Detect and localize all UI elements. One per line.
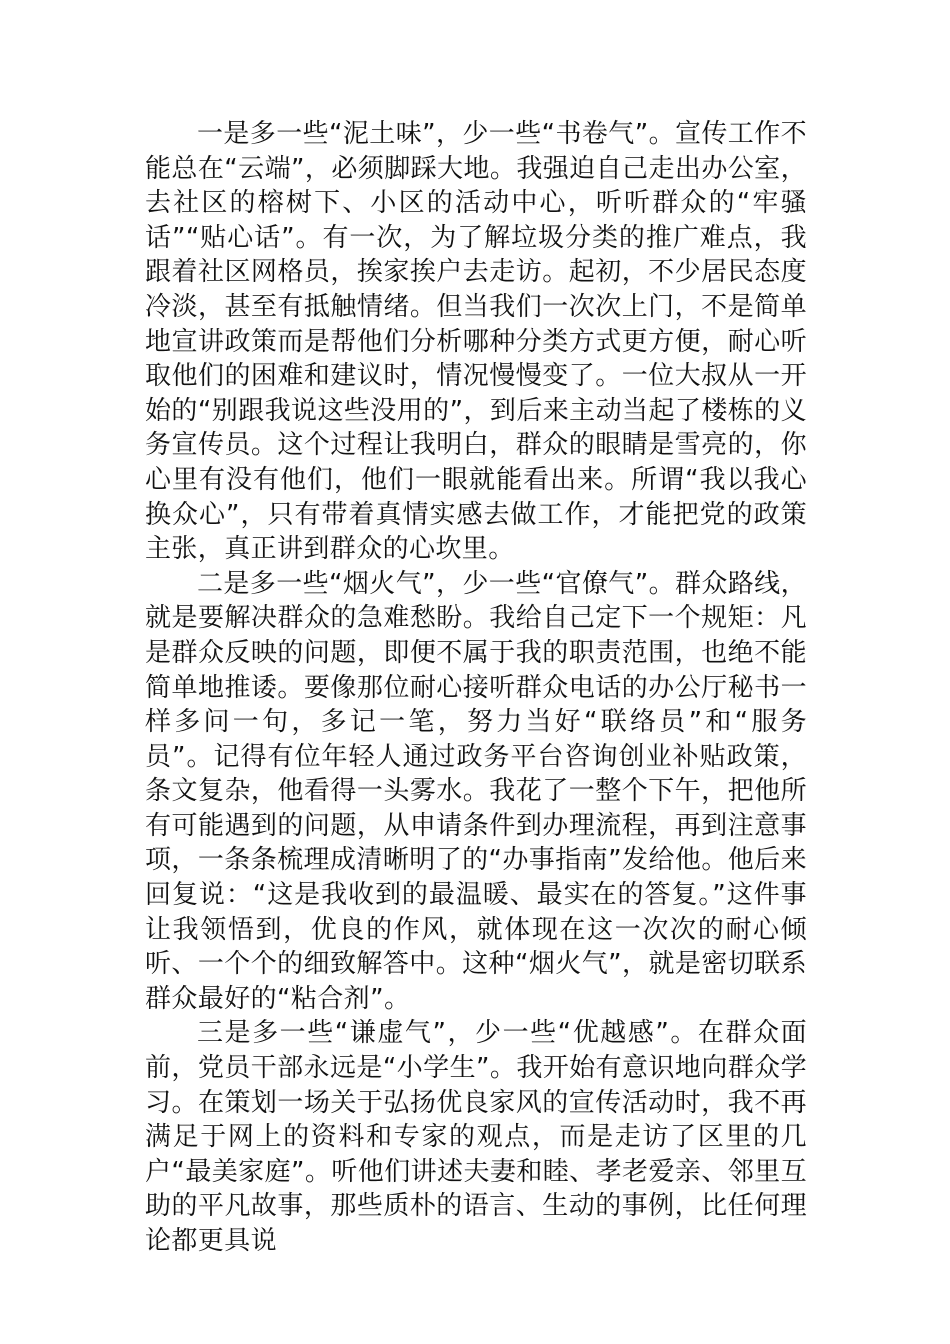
paragraph-3: 三是多一些“谦虚气”，少一些“优越感”。在群众面前，党员干部永远是“小学生”。我开始有意识地向群众学习。在策划一场关于弘扬优良家风的宣传活动时，我不再满足于网上的资料和专家的观点，而是走访了区里的几户“最美家庭”。听他们讲述夫妻和睦、孝老爱亲、邻里互助的平凡故事，那些质朴的语言、生动的事例，比任何理论都更具说 [145, 1018, 807, 1256]
paragraph-2: 二是多一些“烟火气”，少一些“官僚气”。群众路线，就是要解决群众的急难愁盼。我给自己定下一个规矩：凡是群众反映的问题，即便不属于我的职责范围，也绝不能简单地推诿。要像那位耐心接听群众电话的办公厅秘书一样多问一句，多记一笔，努力当好“联络员”和“服务员”。记得有位年轻人通过政务平台咨询创业补贴政策，条文复杂，他看得一头雾水。我花了一整个下午，把他所有可能遇到的问题，从申请条件到办理流程，再到注意事项，一条条梳理成清晰明了的“办事指南”发给他。他后来回复说：“这是我收到的最温暖、最实在的答复。”这件事让我领悟到，优良的作风，就体现在这一次次的耐心倾听、一个个的细致解答中。这种“烟火气”，就是密切联系群众最好的“粘合剂”。 [145, 568, 807, 1014]
document-body [145, 117, 807, 1259]
paragraph-1: 一是多一些“泥土味”，少一些“书卷气”。宣传工作不能总在“云端”，必须脚踩大地。我强迫自己走出办公室，去社区的榕树下、小区的活动中心，听听群众的“牢骚话”“贴心话”。有一次，为了解垃圾分类的推广难点，我跟着社区网格员，挨家挨户去走访。起初，不少居民态度冷淡，甚至有抵触情绪。但当我们一次次上门，不是简单地宣讲政策而是帮他们分析哪种分类方式更方便，耐心听取他们的困难和建议时，情况慢慢变了。一位大叔从一开始的“别跟我说这些没用的”，到后来主动当起了楼栋的义务宣传员。这个过程让我明白，群众的眼睛是雪亮的，你心里有没有他们，他们一眼就能看出来。所谓“我以我心换众心”，只有带着真情实感去做工作，才能把党的政策主张，真正讲到群众的心坎里。 [145, 119, 807, 565]
